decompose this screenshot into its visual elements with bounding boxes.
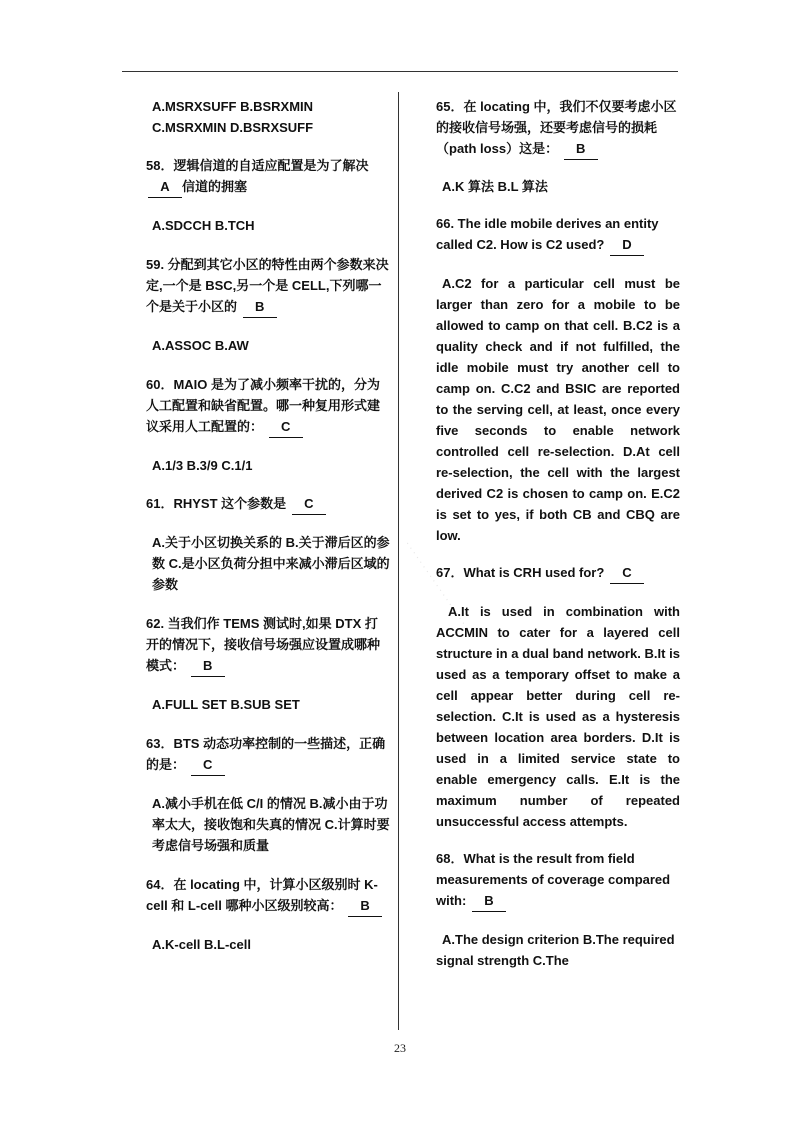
answer-59: B (243, 296, 277, 318)
options-59: A.ASSOC B.AW (152, 338, 249, 353)
question-59: 59. 分配到其它小区的特性由两个参数来决定,一个是 BSC,另一个是 CELL,下列哪一个是关于小区的 B (146, 254, 390, 318)
header-rule (122, 71, 678, 72)
answer-61: C (292, 493, 326, 515)
question-61: 61．RHYST 这个参数是 C (146, 493, 390, 515)
column-divider (398, 92, 399, 1030)
answer-62: B (191, 655, 225, 677)
options-63: A.减小手机在低 C/I 的情况 B.减小由于功率太大，接收饱和失真的情况 C.计算时要考虑信号场强和质量 (152, 796, 390, 853)
options-62: A.FULL SET B.SUB SET (152, 697, 300, 712)
options-60: A.1/3 B.3/9 C.1/1 (152, 458, 253, 473)
answer-64: B (348, 895, 382, 917)
options-67: A.It is used in combination with ACCMIN to cater for a layered cell structure in a dual band network. B.It is used as a temporary offset to make a cell appear better during cell re-selection. C.It is used as a hysteresis between location area borders. D.It is used in a limited service state to enable emergency calls. E.It is the maximum number of repeated unsuccessful access attempts. (436, 604, 680, 829)
question-62: 62. 当我们作 TEMS 测试时,如果 DTX 打开的情况下，接收信号场强应设置成哪种模式： B (146, 613, 390, 677)
options-64: A.K-cell B.L-cell (152, 937, 251, 952)
watermark: · · · · · · · · · · · · · · · · · · · · (401, 540, 474, 638)
answer-65: B (564, 138, 598, 160)
answer-60: C (269, 416, 303, 438)
answer-58: A (148, 176, 182, 198)
question-66: 66. The idle mobile derives an entity called C2. How is C2 used? D (436, 213, 680, 256)
question-67: 67．What is CRH used for? C (436, 562, 680, 584)
question-63: 63．BTS 动态功率控制的一些描述，正确的是： C (146, 733, 390, 776)
answer-68: B (472, 890, 506, 912)
options-57: A.MSRXSUFF B.BSRXMIN C.MSRXMIN D.BSRXSUFF (152, 99, 314, 135)
answer-67: C (610, 562, 644, 584)
question-68: 68．What is the result from field measurements of coverage compared with: B (436, 848, 680, 912)
right-column (436, 96, 680, 971)
options-61: A.关于小区切换关系的 B.关于滞后区的参数 C.是小区负荷分担中来减小滞后区域的参数 (152, 535, 390, 592)
left-column (146, 96, 390, 955)
question-60: 60．MAIO 是为了减小频率干扰的，分为人工配置和缺省配置。哪一种复用形式建议采用人工配置的： C (146, 374, 390, 438)
page-number: 23 (394, 1041, 406, 1055)
options-58: A.SDCCH B.TCH (152, 218, 255, 233)
question-65: 65．在 locating 中，我们不仅要考虑小区的接收信号场强，还要考虑信号的损耗（path loss）这是： B (436, 96, 680, 160)
question-64: 64．在 locating 中，计算小区级别时 K-cell 和 L-cell 哪种小区级别较高： B (146, 874, 390, 917)
options-66: A.C2 for a particular cell must be larger than zero for a mobile to be allowed to camp on that cell. B.C2 is a quality check and if not fulfilled, the idle mobile must try another cell to camp on. C.C2 and BSIC are reported to the serving cell, at least, once every five seconds to enable network controlled cell re-selection. D.At cell re-selection, the cell with the largest derived C2 is chosen to camp on. E.C2 is set to yes, if both CB and CBQ are low. (436, 276, 680, 543)
options-68: A.The design criterion B.The required signal strength C.The (436, 932, 675, 968)
question-58: 58．逻辑信道的自适应配置是为了解决 A 信道的拥塞 (146, 155, 390, 198)
answer-66: D (610, 234, 644, 256)
answer-63: C (191, 754, 225, 776)
options-65: A.K 算法 B.L 算法 (442, 179, 548, 194)
